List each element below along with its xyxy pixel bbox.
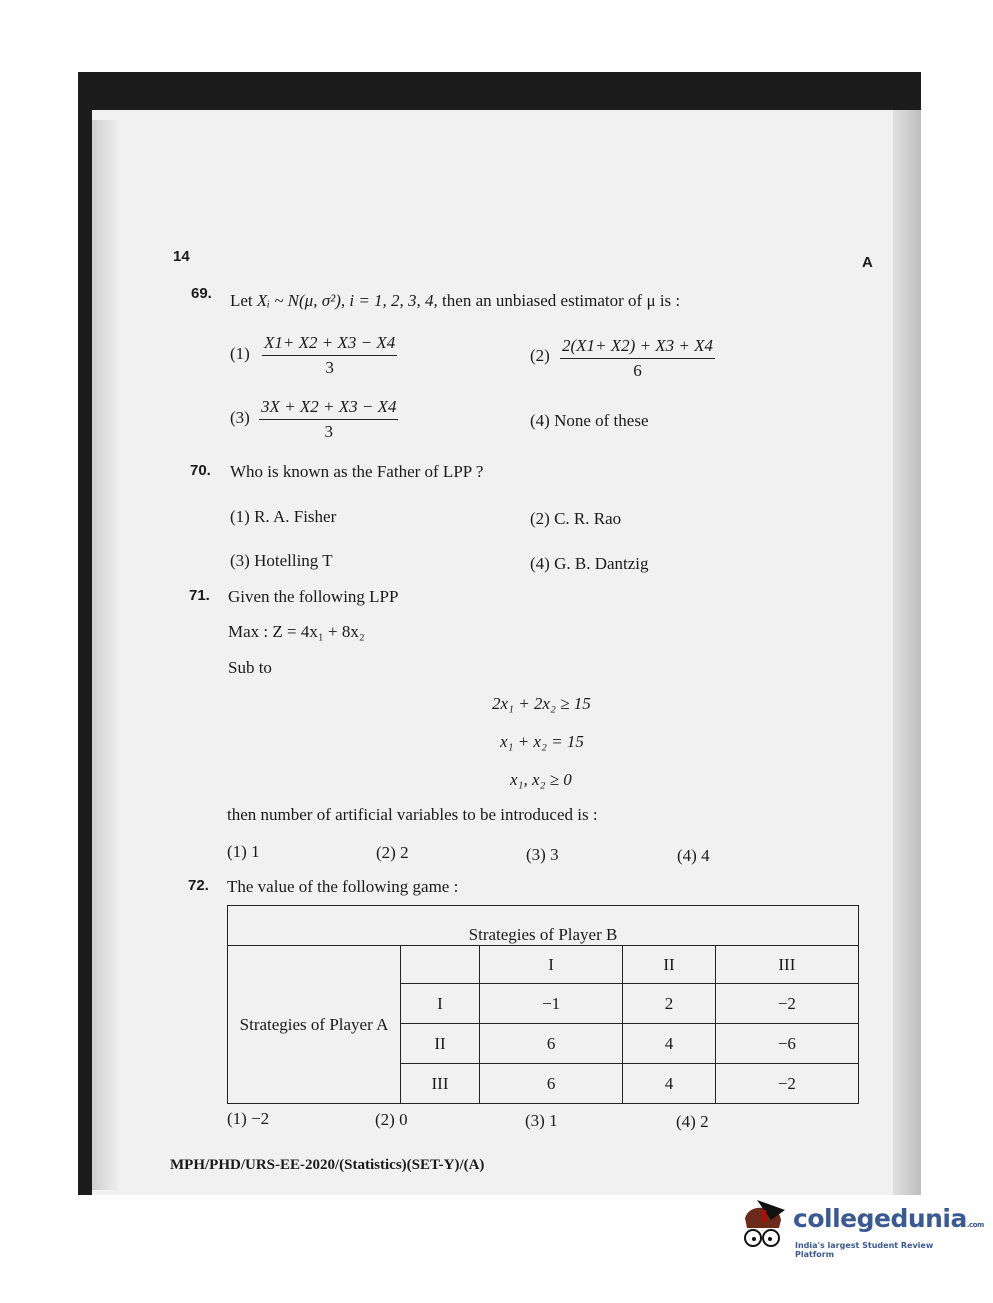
q69-option-4: (4) None of these	[530, 411, 649, 430]
cell: −2	[715, 984, 858, 1024]
q72-number: 72.	[188, 877, 209, 894]
row-label: III	[401, 1064, 480, 1104]
q72-stem: The value of the following game :	[227, 877, 459, 896]
q72-option-1: (1) −2	[227, 1109, 270, 1128]
player-a-header: Strategies of Player A	[228, 946, 401, 1104]
q70-stem: Who is known as the Father of LPP ?	[230, 462, 484, 481]
logo-name: collegedunia	[793, 1204, 967, 1233]
q70-option-2: (2) C. R. Rao	[530, 509, 622, 528]
q69-stem: Let Xᵢ ~ N(μ, σ²), i = 1, 2, 3, 4, then an unbiased estimator of μ is :	[230, 291, 681, 310]
col-header: III	[715, 946, 858, 984]
q71-option-3: (3) 3	[526, 845, 559, 864]
row-label: II	[401, 1024, 480, 1064]
logo-tagline: India's largest Student Review Platform	[795, 1241, 934, 1259]
q71-option-2: (2) 2	[376, 843, 409, 862]
payoff-matrix-table	[227, 905, 859, 1104]
q69-option-1-label: (1)	[230, 344, 250, 363]
col-header: II	[623, 946, 715, 984]
cell: 4	[623, 1064, 715, 1104]
q70-option-3: (3) Hotelling T	[230, 551, 333, 570]
player-b-header: Strategies of Player B	[228, 906, 859, 946]
q71-objective: Max : Z = 4x₁ + 8x₂	[228, 622, 365, 641]
q72-option-2: (2) 0	[375, 1110, 408, 1129]
q71-question: then number of artificial variables to be introduced is :	[227, 805, 598, 824]
q69-option-2-label: (2)	[530, 346, 550, 365]
q70-option-1: (1) R. A. Fisher	[230, 507, 337, 526]
cell: 2	[623, 984, 715, 1024]
cell: 6	[480, 1064, 623, 1104]
q71-constraint-3: x₁, x₂ ≥ 0	[510, 770, 572, 789]
logo-suffix: .com	[966, 1221, 984, 1229]
q69-option-2-fraction: $\frac{2(X1+ X2) + X3 + X4}{6}$	[562, 336, 714, 380]
q69-option-3-fraction: $\frac{3X + X2 + X3 - X4}{3}$	[261, 397, 397, 441]
set-label: A	[862, 254, 873, 271]
row-label: I	[401, 984, 480, 1024]
q72-option-3: (3) 1	[525, 1111, 558, 1130]
collegedunia-logo	[735, 1198, 984, 1259]
q70-option-4: (4) G. B. Dantzig	[530, 554, 649, 573]
cell: −1	[480, 984, 623, 1024]
q71-option-1: (1) 1	[227, 842, 260, 861]
cell: −6	[715, 1024, 858, 1064]
q71-option-4: (4) 4	[677, 846, 710, 865]
q72-option-4: (4) 2	[676, 1112, 709, 1131]
q69-option-1-fraction: $\frac{X1+ X2 + X3 - X4}{3}$	[264, 333, 396, 377]
q70-number: 70.	[190, 462, 211, 479]
cell: 4	[623, 1024, 715, 1064]
q71-sub-to: Sub to	[228, 658, 272, 677]
col-header: I	[480, 946, 623, 984]
q71-stem: Given the following LPP	[228, 587, 399, 606]
cell: −2	[715, 1064, 858, 1104]
q71-constraint-2: x₁ + x₂ = 15	[500, 732, 584, 751]
footer-code: MPH/PHD/URS-EE-2020/(Statistics)(SET-Y)/(A)	[170, 1157, 485, 1173]
page-number: 14	[173, 248, 190, 265]
cell: 6	[480, 1024, 623, 1064]
mascot-icon	[735, 1198, 793, 1258]
q69-option-3-label: (3)	[230, 408, 250, 427]
q71-constraint-1: 2x₁ + 2x₂ ≥ 15	[492, 694, 591, 713]
q69-number: 69.	[191, 285, 212, 302]
q71-number: 71.	[189, 587, 210, 604]
